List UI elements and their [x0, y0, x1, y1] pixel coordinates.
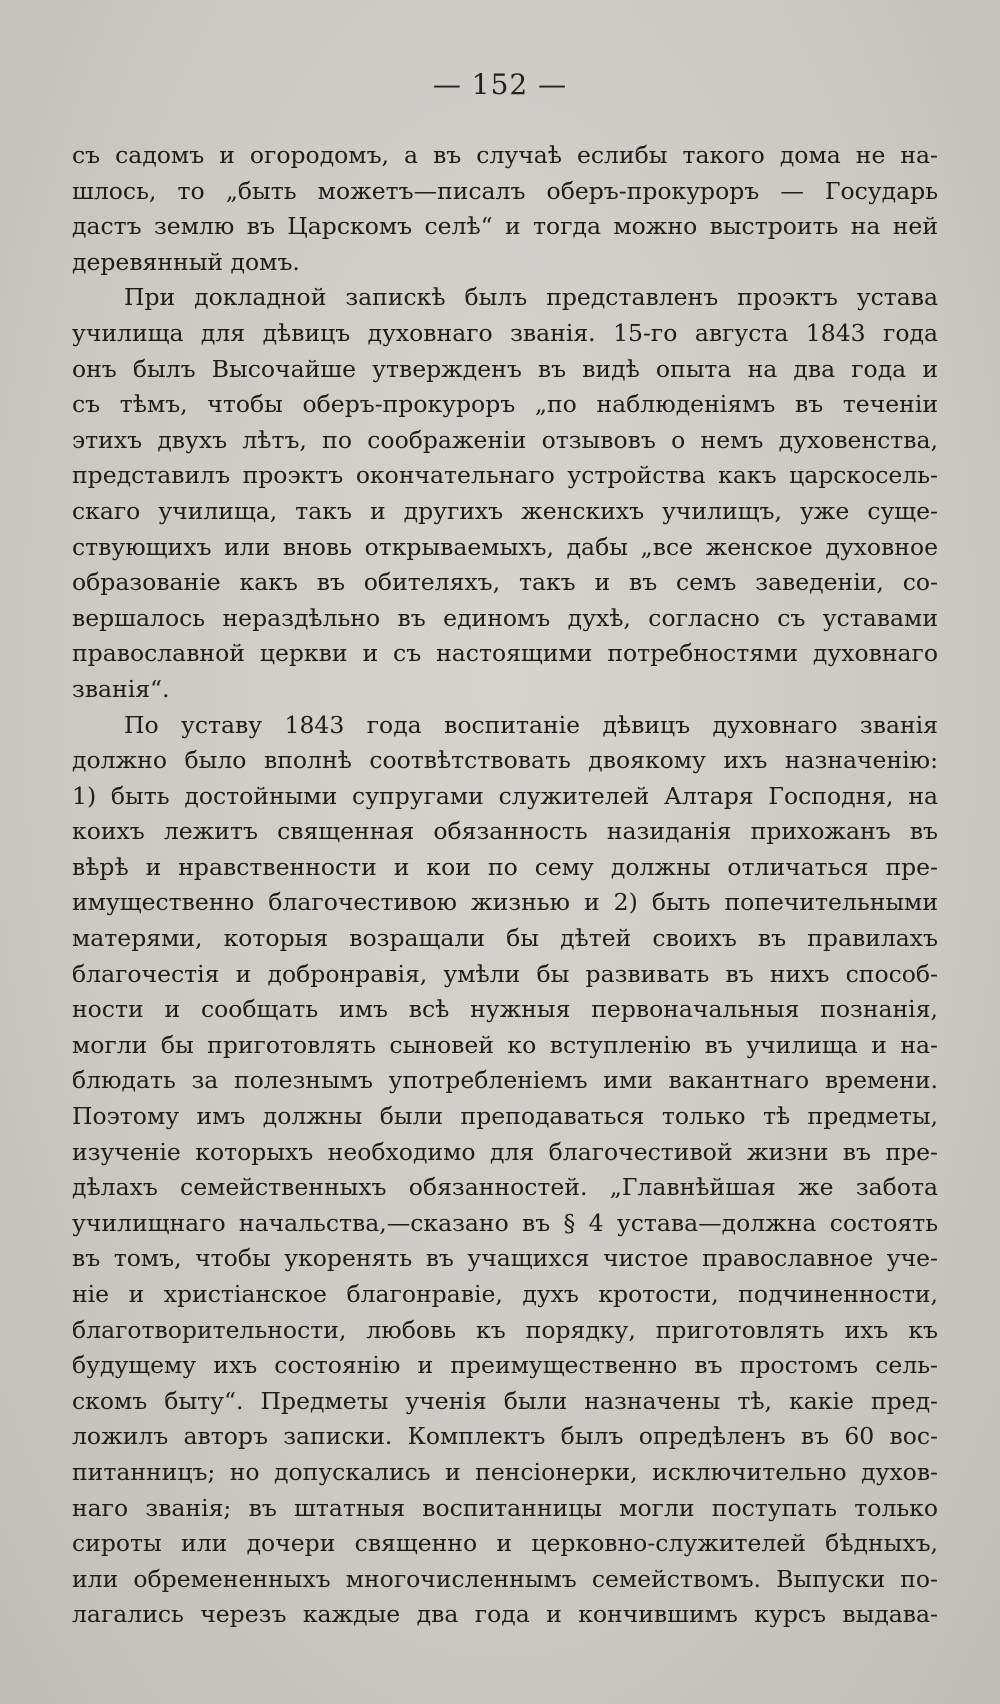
text-line: ложилъ авторъ записки. Комплектъ былъ опредѣленъ въ 60 вос-	[72, 1422, 938, 1451]
text-line: въ томъ, чтобы укоренять въ учащихся чистое православное уче-	[72, 1244, 938, 1273]
text-line: дѣлахъ семейственныхъ обязанностей. „Главнѣйшая же забота	[72, 1173, 938, 1202]
text-line: представилъ проэктъ окончательнаго устройства какъ царскосель-	[72, 461, 938, 490]
text-line: 1) быть достойными супругами служителей Алтаря Господня, на	[72, 781, 938, 810]
text-line: По уставу 1843 года воспитаніе дѣвицъ духовнаго званія	[124, 710, 938, 739]
text-line: благочестія и добронравія, умѣли бы развивать въ нихъ способ-	[72, 959, 938, 988]
text-line: съ тѣмъ, чтобы оберъ-прокуроръ „по наблюденіямъ въ теченіи	[72, 390, 938, 419]
text-line: благотворительности, любовь къ порядку, приготовлять ихъ къ	[72, 1315, 938, 1344]
text-line: званія“.	[72, 674, 170, 703]
text-line: должно было вполнѣ соотвѣтствовать двоякому ихъ назначенію:	[72, 746, 938, 775]
page-number: — 152 —	[432, 68, 568, 101]
text-line: скомъ быту“. Предметы ученія были назначены тѣ, какіе пред-	[72, 1386, 938, 1415]
text-line: лагались черезъ каждые два года и кончившимъ курсъ выдава-	[72, 1600, 938, 1629]
text-line: питанницъ; но допускались и пенсіонерки, исключительно духов-	[72, 1457, 938, 1486]
text-line: православной церкви и съ настоящими потребностями духовнаго	[72, 639, 938, 668]
text-line: образованіе какъ въ обителяхъ, такъ и въ семъ заведеніи, со-	[72, 568, 938, 597]
text-line: училища для дѣвицъ духовнаго званія. 15-го августа 1843 года	[72, 318, 938, 347]
text-line: онъ былъ Высочайше утвержденъ въ видѣ опыта на два года и	[72, 354, 938, 383]
text-line: изученіе которыхъ необходимо для благочестивой жизни въ пре-	[72, 1137, 938, 1166]
text-line: вѣрѣ и нравственности и кои по сему должны отличаться пре-	[72, 852, 938, 881]
text-line: этихъ двухъ лѣтъ, по соображеніи отзывовъ о немъ духовенства,	[72, 425, 938, 454]
text-line: имущественно благочестивою жизнью и 2) быть попечительными	[72, 888, 938, 917]
text-line: ствующихъ или вновь открываемыхъ, дабы „все женское духовное	[72, 532, 938, 561]
text-line: матерями, которыя возращали бы дѣтей своихъ въ правилахъ	[72, 924, 938, 953]
text-line: могли бы приготовлять сыновей ко вступленію въ училища и на-	[72, 1030, 938, 1059]
text-line: деревянный домъ.	[72, 247, 300, 276]
text-line: съ садомъ и огородомъ, а въ случаѣ еслибы такого дома не на-	[72, 141, 938, 169]
text-line: или обремененныхъ многочисленнымъ семействомъ. Выпуски по-	[72, 1564, 938, 1593]
text-line: училищнаго начальства,—сказано въ § 4 устава—должна состоять	[72, 1208, 938, 1237]
text-line: Поэтому имъ должны были преподаваться только тѣ предметы,	[72, 1102, 938, 1131]
text-line: шлось, то „быть можетъ—писалъ оберъ-прокуроръ — Государь	[72, 176, 938, 205]
text-line: ніе и христіанское благонравіе, духъ кротости, подчиненности,	[72, 1280, 938, 1308]
text-line: наго званія; въ штатныя воспитанницы могли поступать только	[72, 1493, 938, 1522]
text-line: коихъ лежитъ священная обязанность назиданія прихожанъ въ	[72, 817, 938, 846]
page-text-body	[72, 138, 938, 1633]
text-line: дастъ землю въ Царскомъ селѣ“ и тогда можно выстроить на ней	[72, 212, 938, 241]
text-line: будущему ихъ состоянію и преимущественно въ простомъ сель-	[72, 1351, 938, 1380]
text-line: вершалось нераздѣльно въ единомъ духѣ, согласно съ уставами	[72, 603, 938, 632]
text-line: ности и сообщать имъ всѣ нужныя первоначальныя познанія,	[72, 995, 938, 1024]
text-line: блюдать за полезнымъ употребленіемъ ими вакантнаго времени.	[72, 1066, 938, 1095]
text-line: При докладной запискѣ былъ представленъ проэктъ устава	[124, 283, 938, 312]
text-line: сироты или дочери священно и церковно-служителей бѣдныхъ,	[72, 1529, 938, 1558]
text-line: скаго училища, такъ и другихъ женскихъ училищъ, уже суще-	[72, 496, 938, 525]
